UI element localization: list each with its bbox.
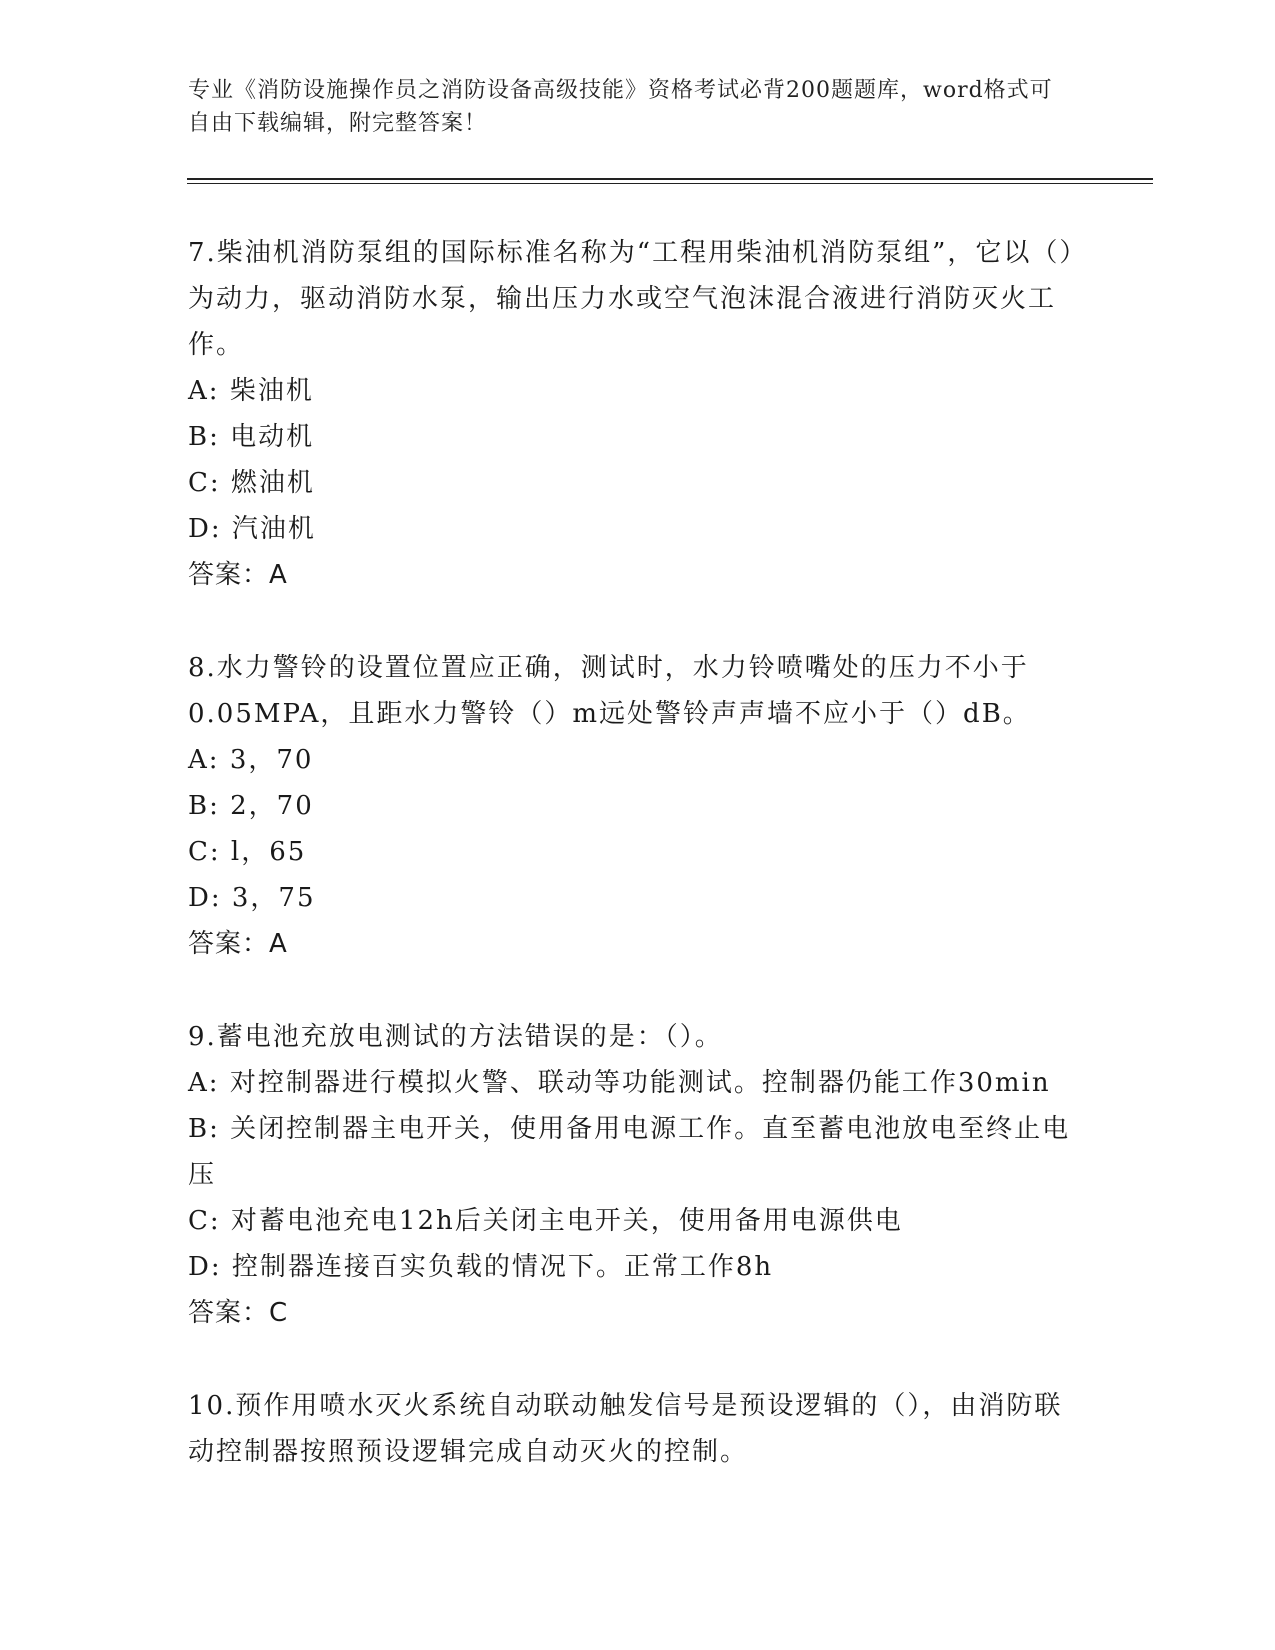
option-c [188,460,1088,506]
option-key: A: [188,376,220,406]
option-key: C: [188,1206,221,1236]
option-text: 2，70 [230,791,314,821]
option-key: A: [188,1068,220,1098]
option-key: C: [188,468,221,498]
question-7 [188,230,1088,598]
option-a [188,737,1088,783]
option-key: B: [188,1114,220,1144]
question-list [188,230,1088,1522]
option-key: B: [188,422,220,452]
option-text: l，65 [230,837,307,867]
option-text: 柴油机 [229,376,314,406]
option-d [188,1244,1088,1290]
option-key: D: [188,883,222,913]
option-key: C: [188,837,221,867]
question-stem: 10.预作用喷水灭火系统自动联动触发信号是预设逻辑的（），由消防联动控制器按照预设逻辑完成自动灭火的控制。 [188,1391,1063,1467]
option-d [188,506,1088,552]
option-text: 关闭控制器主电开关，使用备用电源工作。直至蓄电池放电至终止电压 [188,1114,1071,1190]
option-text: 3，70 [229,745,314,775]
answer-line: 答案：C [188,1298,289,1328]
option-text: 对控制器进行模拟火警、联动等功能测试。控制器仍能工作30min [229,1068,1051,1098]
answer-line: 答案：A [188,929,288,959]
question-stem: 9.蓄电池充放电测试的方法错误的是：（）。 [188,1022,723,1052]
option-key: D: [188,1252,222,1282]
question-stem: 8.水力警铃的设置位置应正确，测试时，水力铃喷嘴处的压力不小于0.05MPA，且距水力警铃（）m远处警铃声声墙不应小于（）dB。 [188,653,1031,729]
question-10 [188,1383,1088,1475]
option-a [188,368,1088,414]
option-key: A: [188,745,220,775]
option-b [188,783,1088,829]
option-text: 燃油机 [230,468,315,498]
option-d [188,875,1088,921]
question-8 [188,645,1088,967]
header-rule-thin [187,183,1153,184]
option-b [188,1106,1088,1198]
document-header: 专业《消防设施操作员之消防设备高级技能》资格考试必背200题题库，word格式可自由下载编辑，附完整答案！ [188,78,1053,136]
option-b [188,414,1088,460]
option-c [188,1198,1088,1244]
option-text: 电动机 [230,422,315,452]
question-9 [188,1014,1088,1336]
option-key: B: [188,791,220,821]
question-stem: 7.柴油机消防泵组的国际标准名称为“工程用柴油机消防泵组”，它以（）为动力，驱动消防水泵，输出压力水或空气泡沫混合液进行消防灭火工作。 [188,238,1088,360]
option-c [188,829,1088,875]
option-text: 3，75 [231,883,316,913]
header-rule-thick [187,178,1153,180]
answer-line: 答案：A [188,560,288,590]
option-text: 汽油机 [231,514,316,544]
option-text: 控制器连接百实负载的情况下。正常工作8h [231,1252,774,1282]
option-text: 对蓄电池充电12h后关闭主电开关，使用备用电源供电 [230,1206,903,1236]
option-key: D: [188,514,222,544]
option-a [188,1060,1088,1106]
